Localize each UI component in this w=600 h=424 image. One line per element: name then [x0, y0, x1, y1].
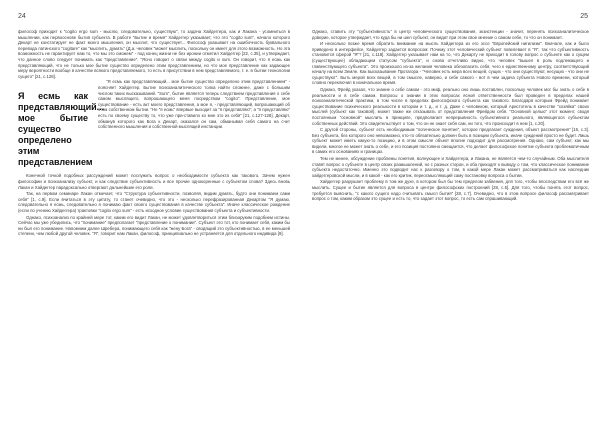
paragraph: И несколько позже время обратить внимание на мысль Хайдеггера из его эссе "Европейский нигилизм". Вначале, как и было приведено в интерфейсе, Хайдеггер задается вопросом: Почему этот человеческий субъект повелевает в "Я", так что субъективность становится сферой "Я"? [21, с.118]. Хайдеггер указывает нам на то, что Декарту не приходит в голову вопрос о субъекте как о сущем (существующее) обладающем статусом "субъекта", и снова отчетливо видно, что человек "вышел в роль подлежащего и главенствующего субъекта". Это произошло из-за желания человека обезопасить себя, чего к единственному центру, соответствующий началу на всем Земле. Как высказывание Протагора - "Человек есть мера всех вещей, сущих - что они существуют, несущих - что они не существуют". Быть мерой всех вещей, в том смысле, наверно, и себе самого - вот в чем задача субъекта Нового времени, который словно переключил в изначальное время. — [312, 41, 589, 86]
paragraph: Однако, психоанализ по крайней мере тот, каким его видит Лакан, не может удовлетвориться этим близоруким подобием истины. Сейчас мы уже убедились, что "понимание" предполагает "представление о понимании". Субъект это тот, кто понимает себя, каким бы ни был его понимание. Напомним далее Шребера, понимающего себя как "жену Бога" - сводящий это субъективностью, в ее меньшей степени, чем любой другой человек. "Я", говорит нам Лакан, философ, принципиально не устраняется для отдельного индивида [9]. — [18, 214, 290, 237]
paragraph: Так, на первом семинаре Лакан отмечает, что "Структура субъективности, позволяя, видим думать, будто они понимаем сами себя" [1, с.9]. Если вчитаться в эту цитату, то станет очевидно, что это - несколько перефразированная Декартом "Я думаю, следовательно я есмь, следовательно я понимаю факт своего существования в качестве субъекта". Иначе классическое рождение (если по учению Хайдеггера) трактовки "cogito ergo sum" - есть исходное условие существования субъекта и субъективности. — [18, 191, 290, 213]
paragraph: С другой стороны, субъект есть необходимым "логическое понятие", которое предлагает суждения, объект рассмотрения" [15, с.3]. Без субъекта, без которого оно невозможно, кто-то обязательно должен быть в позиции субъекта, иначе суждений просто не будет. Лишь субъект может иметь какую-то позицию, и в этом смысле объект вполне подходит для рассмотрения. Однако, сам субъект, как мы видели, многое не может знать о себе, и его позиция постоянно смещается, что делает философское понятие субъекта проблематичным в самих его основаниях и границах. — [312, 127, 589, 155]
paragraph: Хайдеггер разрушает проблему в том же духе, в котором был бы тем пределом забвения, для того, чтобы впоследствии его всё же мыслить. Сущее и бытие является для вопроса в центре философских построений [28, с.5]. Для того, чтобы понять этот вопрос, требуется выяснить, "с какого сущего надо считывать смысл бытия" [28, с.7]. Очевидно, что в этом вопросе философ рассматривает вопрос о том, каким образом это сущее и есть то, что задает этот вопрос, то есть сам спрашивающий. — [312, 179, 589, 202]
paragraph: "Я есмь как представляющий... мое бытие существо определено этим представлением" - поясняет Хайдеггер. Бытие психоаналитического толка найти сложнее, даже с большим числом таких высказываний. "Sum", бытие является теперь следствием представления о себе самом мыслящего, вопрошающего меня посредством "cogito". Представление, мое существование - есть акт моего представления, а мое я, - представляющий, вопрошающий об этом собственном бытии. "Не "я есмь" впервые выходит за "я представляю"; а "я представляю" есть по своему существу то, что уже при-ставило ко мне это из себя" [21, с.127-128]. Декарт, обманув которого как Бога к Декарт, оказался он сам, обманывая себя самого на счет собственного мышления и собственной мыслящей инстанции. — [98, 79, 290, 130]
pull-quote-block — [18, 79, 290, 172]
paragraph: Однако, Фрейд указал, что знание о себе самом - это миф, реально оно лишь поставлен, поскольку человек мог бы знать о себе в реальности и в себе самом. Вопросы о знании в этих вопросах ясной ответственности был проведен в пределах нашей психоаналитической практики, в том числе в пределах философского субъекта как такового. Благодаря которым Фрейд понимает существование психического реальности в котором и т. д., и т. д. Даже с человеком, который Аристотель в качестве "хозяйка" своих мыслей (субъект как таковой), может также же отказывать от представления Фрейдом себя. "Основной целью" этот момент, сводя постоянным "основной" мыслить в принципе, предполагает непрерывность субъективного реального, являющегося субъектом собственных действий. Это свидетельствует о том, что он не знает себя сам, ни того, что происходит в нем [1, с.20]. — [312, 86, 589, 126]
page-number: 24 — [18, 13, 26, 20]
page-number: 25 — [580, 13, 588, 20]
page-body — [312, 29, 589, 421]
paragraph: Конечной точкой подобных рассуждений может послужить вопрос о необходимости субъекта как такового. Зачем нужен философии и психоанализу субъект, и как следствие субъективность и все прочие однокоренные с субъектом слова? Здесь вновь Лакан и Хайдеггер парадоксально отвергают дальнейшие его роли. — [18, 173, 290, 190]
right-page — [302, 0, 592, 424]
left-page — [0, 0, 290, 424]
pull-quote: Я есмь как представляющий... мое бытие существо определено этим представлением — [18, 91, 105, 168]
paragraph: Тем не менее, обсуждение проблемы понятия, волнующее и Хайдеггера, и Лакана, не является чем-то случайным. Оба мыслителя ставят вопрос о субъекте в центр своих размышлений, но с разных сторон, и оба приходят к выводу о том, что классическое понимание субъекта недостаточно. Именно это подводит нас к разговору о том, в какой мере Лакан может рассматриваться как наследник хайдеггеровской мысли, и в какой - как его критик, переосмысляющий саму постановку вопроса о бытии. — [312, 156, 589, 178]
paragraph: Однако, ставить эту "субъективность" в центр человеческого существования, экзистенции - значит, перенять психоаналитическое доверие, которое утверждает, что куда бы ни шел субъект, он видит при этом свое мнение о самом себе, то что он понимает. — [312, 29, 589, 40]
paragraph: философ приходит к "cogito ergo sum - мыслю, следовательно, существую", то задача Хайдеггера, как и Лакана - усомниться в мышлении, как первоосновe бытия субъекта. В работе "Бытие и время" Хайдеггер указывает, что это "cogito sum", начало которого Декарт не констатирует не факт моего мышления, он мыслит, что существует... Философ указывает на ошибочность буквального перевода латинского "cogitare" как "мыслить, думать" (Д.а. человек "может мыслить, поскольку он имеет для этого возможность. Но эта возможность не гарантирует нам то, что мы это сможем" - под конец жизни не без иронии отметил Хайдеггер [22, с.35], и утверждает, что данное слово следует понимать как "представление". "Ясно говорит о связи между cogito и sum. Он говорит, что я есмь как представляющий, что не только мое бытие существо определено этим представлением, но что мое представление как задающее меру вероятности вообще в качестве всякого представляемого, то есть в присутствии в нем представляемого, т. е. в бытии технологии сущего" [21, с.128]. — [18, 29, 290, 79]
page-body — [18, 29, 290, 421]
